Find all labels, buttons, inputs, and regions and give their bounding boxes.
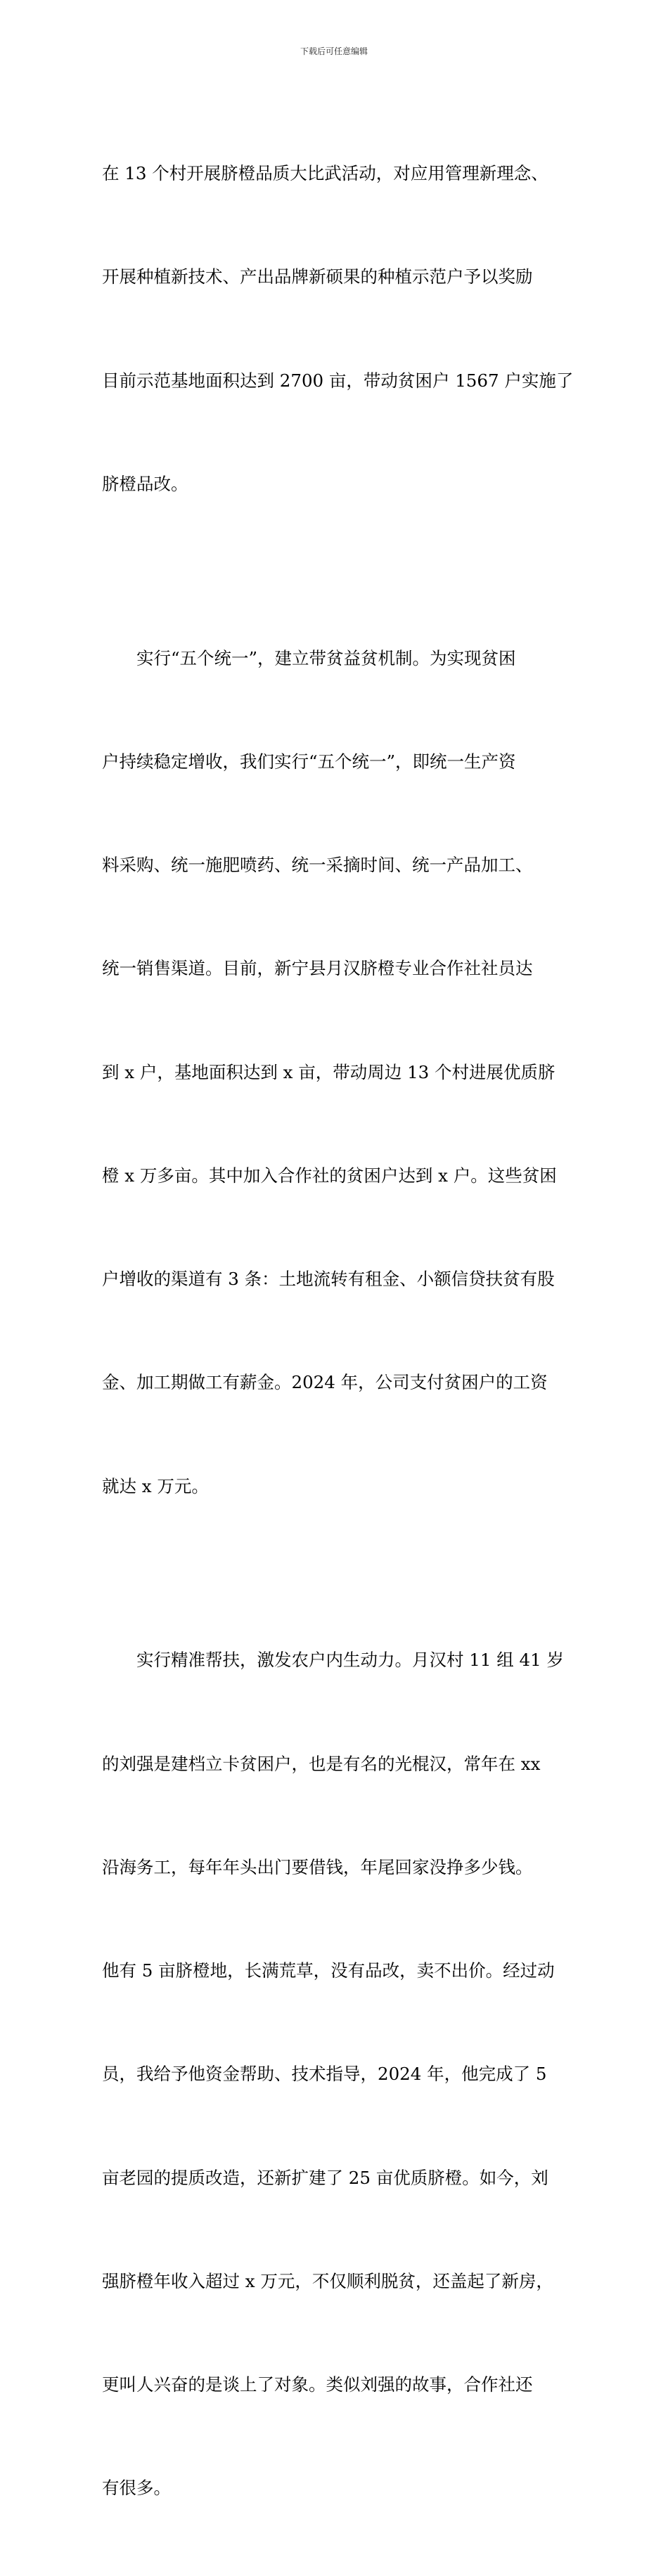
text-line: 他有 5 亩脐橙地，长满荒草，没有品改，卖不出价。经过动 [102,1960,555,1981]
text-line: 更叫人兴奋的是谈上了对象。类似刘强的故事，合作社还 [102,2374,533,2395]
page-header: 下载后可任意编辑 [300,46,368,56]
text-line: 开展种植新技术、产出品牌新硕果的种植示范户予以奖励 [102,266,533,287]
text-line: 强脐橙年收入超过 x 万元，不仅顺利脱贫，还盖起了新房， [102,2270,553,2291]
text-line: 户增收的渠道有 3 条：土地流转有租金、小额信贷扶贫有股 [102,1269,555,1290]
text-line: 亩老园的提质改造，还新扩建了 25 亩优质脐橙。如今，刘 [102,2167,548,2188]
text-line: 就达 x 万元。 [102,1475,209,1496]
text-line: 在 13 个村开展脐橙品质大比武活动，对应用管理新理念、 [102,163,548,184]
text-line: 员，我给予他资金帮助、技术指导，2024 年，他完成了 5 [102,2064,547,2085]
text-line: 金、加工期做工有薪金。2024 年，公司支付贫困户的工资 [102,1372,548,1393]
text-line: 橙 x 万多亩。其中加入合作社的贫困户达到 x 户。这些贫困 [102,1165,557,1186]
text-line: 脐橙品改。 [102,474,188,495]
paragraph-1 [102,87,574,570]
text-line: 实行精准帮扶，激发农户内生动力。月汉村 11 组 41 岁 [136,1650,564,1671]
text-line: 目前示范基地面积达到 2700 亩，带动贫困户 1567 户实施了 [102,370,574,391]
document-body [102,87,574,2576]
paragraph-2 [102,571,567,1572]
text-line: 的刘强是建档立卡贫困户，也是有名的光棍汉，常年在 xx [102,1753,541,1774]
text-line: 有很多。 [102,2478,171,2499]
text-line: 沿海务工，每年年头出门要借钱，年尾回家没挣多少钱。 [102,1856,533,1877]
text-line: 统一销售渠道。目前，新宁县月汉脐橙专业合作社社员达 [102,958,533,979]
text-line: 实行“五个统一”，建立带贫益贫机制。为实现贫困 [136,647,516,668]
text-line: 到 x 户，基地面积达到 x 亩，带动周边 13 个村进展优质脐 [102,1061,555,1082]
text-line: 户持续稳定增收，我们实行“五个统一”，即统一生产资 [102,751,516,772]
paragraph-3 [102,1574,567,2575]
text-line: 料采购、统一施肥喷药、统一采摘时间、统一产品加工、 [102,855,533,876]
